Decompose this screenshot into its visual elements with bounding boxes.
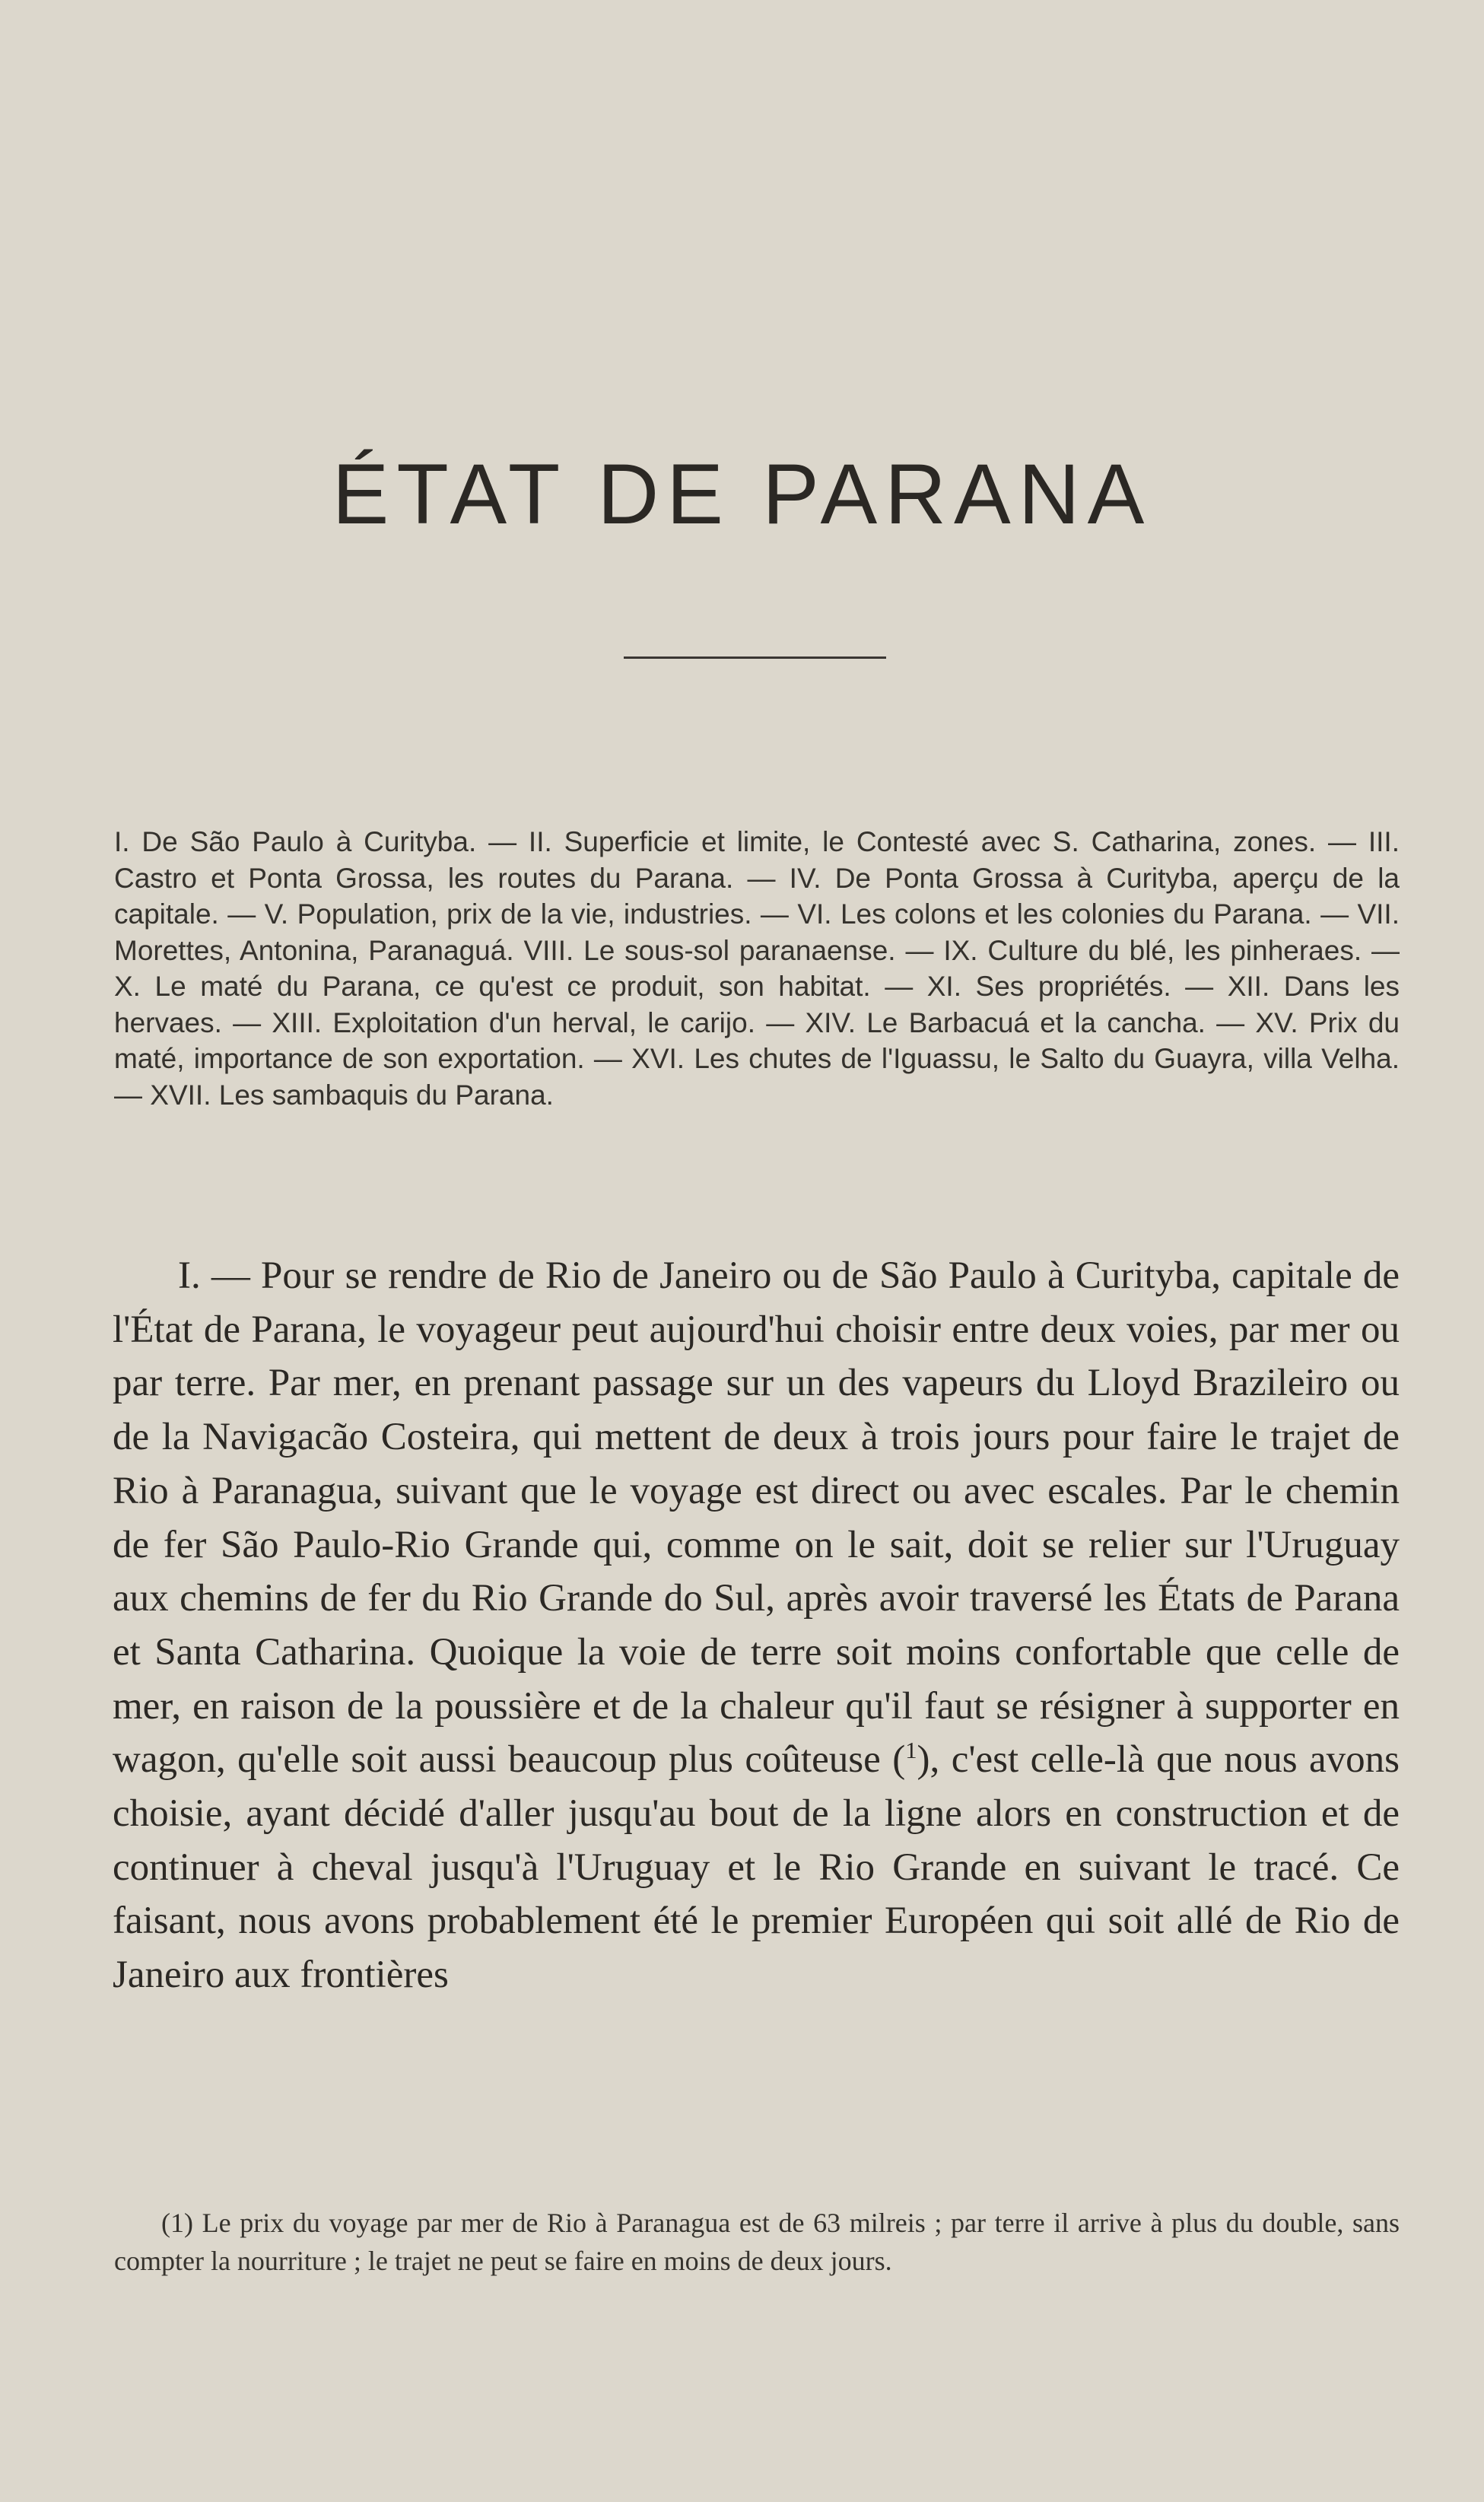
footnote-marker: (1) [161, 2208, 193, 2238]
footnote-reference: 1 [905, 1737, 917, 1764]
body-text-part-2: ), c'est celle-là que nous avons choisie, ayant décidé d'aller jusqu'au bout de la ligne alors en construction et de continuer à cheval jusqu'à l'Uruguay et le Rio Grande en suivant le tracé. Ce faisant, nous avons probablement été le premier Européen qui soit allé de Rio de Janeiro aux frontières [113, 1738, 1400, 1997]
body-paragraph [113, 1249, 1400, 2002]
footnote-text: Le prix du voyage par mer de Rio à Paranagua est de 63 milreis ; par terre il arrive à plus du double, sans compter la nourriture ; le trajet ne peut se faire en moins de deux jours. [114, 2208, 1400, 2276]
body-text-part-1: I. — Pour se rendre de Rio de Janeiro ou de São Paulo à Curityba, capitale de l'État de Parana, le voyageur peut aujourd'hui choisir entre deux voies, par mer ou par terre. Par mer, en prenant passage sur un des vapeurs du Lloyd Brazileiro ou de la Navigacão Costeira, qui mettent de deux à trois jours pour faire le trajet de Rio à Paranagua, suivant que le voyage est direct ou avec escales. Par le chemin de fer São Paulo-Rio Grande qui, comme on le sait, doit se relier sur l'Uruguay aux chemins de fer du Rio Grande do Sul, après avoir traversé les États de Parana et Santa Catharina. Quoique la voie de terre soit moins confortable que celle de mer, en raison de la poussière et de la chaleur qu'il faut se résigner à supporter en wagon, qu'elle soit aussi beaucoup plus coûteuse ( [113, 1254, 1400, 1782]
title-divider [624, 656, 886, 659]
footnote [114, 2204, 1400, 2280]
chapter-title: ÉTAT DE PARANA [332, 447, 1152, 542]
chapter-summary: I. De São Paulo à Curityba. — II. Superficie et limite, le Contesté avec S. Catharina, zones. — III. Castro et Ponta Grossa, les routes du Parana. — IV. De Ponta Grossa à Curityba, aperçu de la capitale. — V. Population, prix de la vie, industries. — VI. Les colons et les colonies du Parana. — VII. Morettes, Antonina, Paranaguá. VIII. Le sous-sol paranaense. — IX. Culture du blé, les pinheraes. — X. Le maté du Parana, ce qu'est ce produit, son habitat. — XI. Ses propriétés. — XII. Dans les hervaes. — XIII. Exploitation d'un herval, le carijo. — XIV. Le Barbacuá et la cancha. — XV. Prix du maté, importance de son exportation. — XVI. Les chutes de l'Iguassu, le Salto du Guayra, villa Velha. — XVII. Les sambaquis du Parana. [114, 826, 1400, 1111]
